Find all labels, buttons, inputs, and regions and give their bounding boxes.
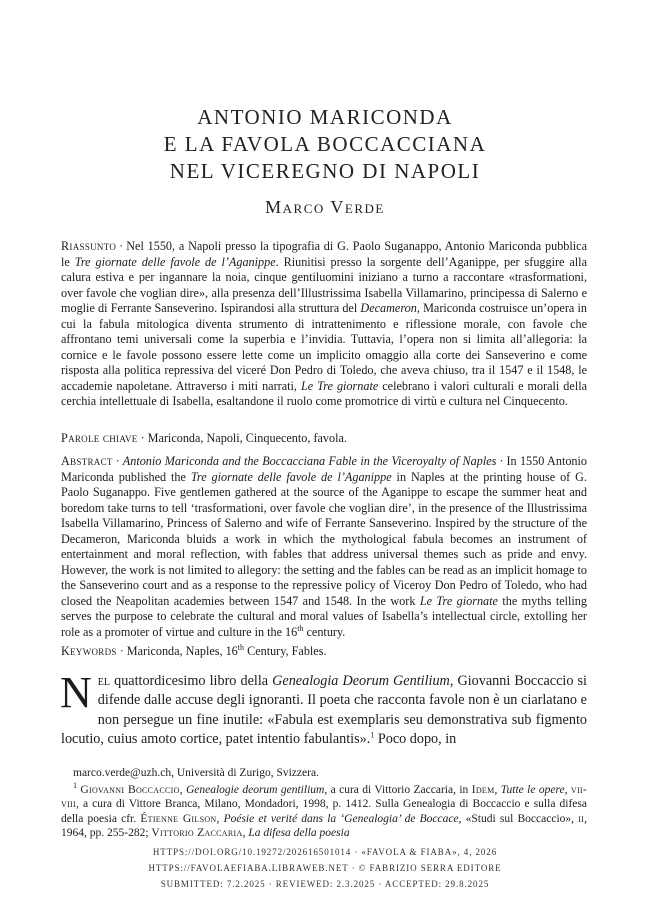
abstract-separator-2: ·: [499, 454, 504, 468]
fn1-volume-2: ii: [578, 812, 585, 825]
fn1-volume: vii-viii: [61, 784, 588, 811]
keywords-ordinal-sup: th: [237, 642, 245, 652]
abstract-separator: ·: [115, 454, 120, 468]
fn1-text-3: ,: [494, 784, 501, 797]
footnote-1: [61, 783, 587, 840]
riassunto-text-3: , Mariconda costruisce un’opera in cui la fabula mitologica diventa strumento di intrattenimento e riflessione morale, con favole che affrontano temi universali come la superbia e l’invidia. Tuttavia, l’opera non si limita all’allegoria: la cornice e le favole possono essere lette come un implicito omaggio alla corte dei Sanseverino e come risposta alla politica repressiva del viceré Don Pedro di Toledo, che aveva chiuso, tra il 1547 e il 1548, le accademie napoletane. Attraverso i miti narrati,: [61, 301, 587, 393]
fn1-text-1: ,: [179, 784, 186, 797]
drop-cap: N: [60, 668, 92, 717]
abstract-label: Abstract: [61, 454, 113, 468]
keywords-section: [61, 644, 587, 660]
fn1-text-6: ,: [216, 812, 224, 825]
footnote-1-number: 1: [73, 781, 77, 791]
abstract-text-4: century.: [303, 625, 346, 640]
riassunto-italic-2: Decameron: [360, 301, 417, 316]
fn1-italic-1: Genealogie deorum gentilium: [185, 784, 325, 797]
parole-chiave-label: Parole chiave: [61, 431, 138, 445]
riassunto-italic-3: Le Tre giornate: [300, 378, 379, 393]
fn1-italic-4: La difesa della poesia: [248, 826, 350, 839]
title-line-2: E LA FAVOLA BOCCACCIANA: [163, 132, 487, 156]
abstract-section: [61, 454, 587, 641]
abstract-text-1: In 1550 Antonio Mariconda published the: [61, 454, 587, 484]
fn1-italic-3: Poésie et verité dans la ‘Genealogia’ de Boccace: [223, 812, 459, 825]
body-text-3: Poco dopo, in: [374, 731, 457, 748]
fn1-author-3: Étienne Gilson: [140, 812, 217, 825]
footnote-ref-1[interactable]: 1: [370, 730, 375, 740]
fn1-author-4: Vittorio Zaccaria: [151, 826, 243, 839]
abstract-text-2: in Naples at the printing house of G. Paolo Suganappo. Five gentlemen gathered at the source of the Aganippe to escape the summer heat and boredom take turns to tell ‘trasformationi, over favole che voglian dire’, in the presence of the Illustrissima Isabella Villamarino, Princess of Salerno and wife of Ferrante Sanseverino. Inspired by the structure of the Decameron, Mariconda bluids a work in which the mythological fabula becomes an instrument of entertainment and moral reflection, with fables that address universal themes such as pride and envy. However, the work is not limited to allegory: the setting and the fables can be read as an implicit homage to the Sanseverino court and as a response to the repressive policy of Viceroy Don Pedro of Toledo, who had closed the Neapolitan academies between 1547 and 1548. In the work: [61, 469, 587, 608]
fn1-text-9: ,: [242, 826, 249, 839]
abstract-ordinal-sup: th: [297, 623, 304, 633]
article-author: Marco Verde: [265, 197, 385, 217]
fn1-author-1: Giovanni Boccaccio: [80, 784, 180, 797]
body-text-1: quattordicesimo libro della: [110, 673, 273, 689]
body-paragraph: [60, 668, 587, 750]
fn1-text-7: , «Studi sul Boccaccio»,: [458, 812, 579, 825]
fn1-italic-2: Tutte le opere: [500, 784, 565, 797]
riassunto-separator: ·: [119, 239, 124, 253]
title-line-3: NEL VICEREGNO DI NAPOLI: [169, 159, 481, 183]
abstract-text-3: the myths telling serves the purpose to celebrate the cultural and moral values of Isabella’s intellectual circle, extolling her role as a promoter of virtue and culture in the 16: [61, 593, 587, 640]
fn1-text-4: ,: [564, 784, 571, 797]
riassunto-text-2: . Riunitisi presso la sorgente dell’Aganippe, per sfuggire alla calura estiva e per ingannare la noia, cinque gentiluomini iniziano a turno a raccontare «trasformationi, over favole che voglian dire», alla presenza dell’Illustrissima Isabella Villamarino, principessa di Salerno e moglie di Ferrante Sanseverino. Ispirandosi alla struttura del: [61, 254, 587, 316]
keywords-separator: ·: [119, 644, 124, 658]
body-first-word: el: [97, 673, 110, 689]
body-italic-1: Genealogia Deorum Gentilium: [272, 673, 450, 689]
abstract-italic-1: Tre giornate delle favole de l’Aganippe: [190, 469, 392, 484]
colophon-dates-line: SUBMITTED: 7.2.2025 · REVIEWED: 2.3.2025 · ACCEPTED: 29.8.2025: [160, 879, 490, 889]
colophon-website-line[interactable]: HTTPS://FAVOLAEFIABA.LIBRAWEB.NET · © FABRIZIO SERRA EDITORE: [148, 863, 502, 873]
parole-chiave-separator: ·: [140, 431, 145, 445]
abstract-english-title: Antonio Mariconda and the Boccacciana Fable in the Viceroyalty of Naples: [122, 454, 497, 468]
riassunto-text-4: celebrano i valori culturali e morali della cerchia intellettuale di Isabella, esaltandone il ruolo come promotrice di virtù e cultura nel Cinquecento.: [61, 378, 587, 409]
fn1-author-2: Idem: [471, 784, 495, 797]
fn1-text-8: , 1964, pp. 255-282;: [61, 812, 588, 839]
parole-chiave-text: Mariconda, Napoli, Cinquecento, favola.: [147, 431, 347, 445]
keywords-text-2: Century, Fables.: [244, 644, 327, 658]
parole-chiave-section: [61, 431, 587, 447]
riassunto-section: [61, 239, 587, 410]
footnotes: [61, 766, 587, 840]
keywords-text-1: Mariconda, Naples, 16: [126, 644, 238, 658]
fn1-text-2: , a cura di Vittorio Zaccaria, in: [324, 784, 472, 797]
body-text-2: , Giovanni Boccaccio si difende dalle accuse degli ignoranti. Il poeta che racconta favole non è un ciarlatano e non persegue un fine inutile: «Fabula est exemplaris seu demonstrativa sub figmento locutio, cuius amoto cortice, patet intentio fabulantis».: [61, 673, 587, 748]
colophon-doi-line[interactable]: HTTPS://DOI.ORG/10.19272/202616501014 · «FAVOLA & FIABA», 4, 2026: [152, 847, 498, 857]
keywords-label: Keywords: [61, 644, 117, 658]
colophon: [0, 844, 650, 892]
author-affiliation: marco.verde@uzh.ch, Università di Zurigo, Svizzera.: [73, 767, 319, 779]
article-title: [0, 104, 650, 185]
riassunto-text-1: Nel 1550, a Napoli presso la tipografia di G. Paolo Suganappo, Antonio Mariconda pubblica le: [61, 239, 587, 269]
title-line-1: ANTONIO MARICONDA: [197, 105, 453, 129]
riassunto-label: Riassunto: [61, 239, 117, 253]
riassunto-italic-1: Tre giornate delle favole de l’Aganippe: [74, 254, 276, 269]
abstract-italic-2: Le Tre giornate: [419, 593, 498, 608]
fn1-text-5: , a cura di Vittore Branca, Milano, Mondadori, 1998, p. 1412. Sulla Genealogia di Boccaccio e sulla difesa della poesia cfr.: [61, 798, 587, 825]
